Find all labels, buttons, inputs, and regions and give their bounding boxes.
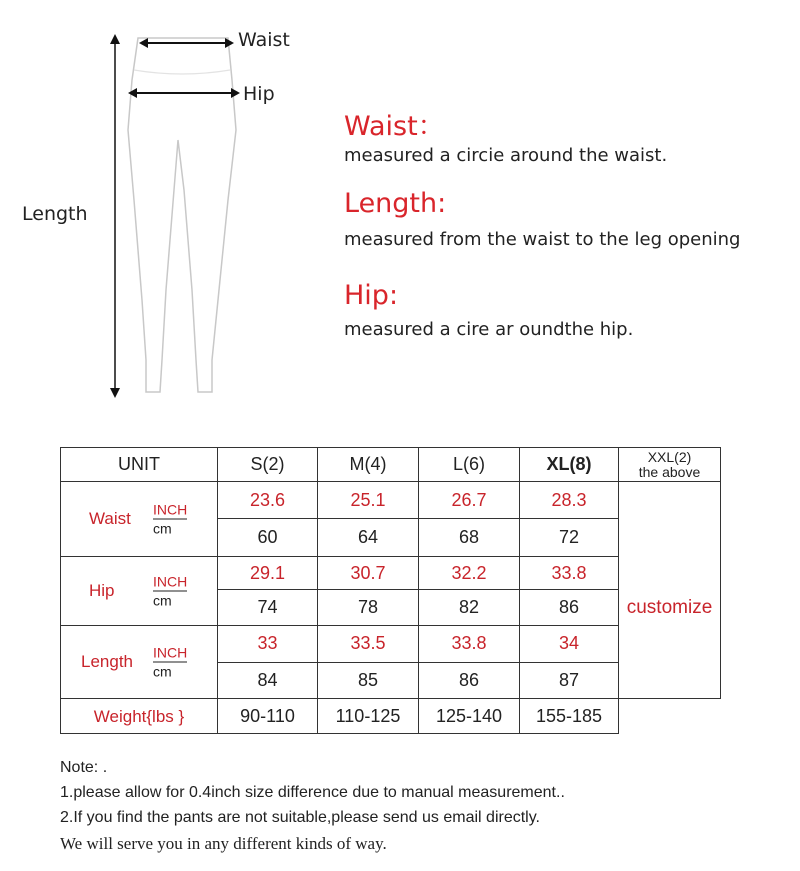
- waist-unit-cell: [61, 482, 218, 557]
- length-diagram-label: Length: [22, 203, 88, 225]
- waist-inch-l: 26.7: [419, 482, 520, 519]
- length-def-text: measured from the waist to the leg opening: [344, 229, 741, 250]
- length-cm-m: 85: [318, 662, 419, 699]
- unit-header: UNIT: [61, 448, 218, 482]
- hip-row-label: Hip: [89, 581, 115, 600]
- inch-label: INCH: [153, 501, 188, 518]
- size-header-xxl: [619, 448, 721, 482]
- leggings-silhouette: [128, 38, 236, 392]
- length-cm-s: 84: [218, 662, 318, 699]
- hip-def-title: Hip:: [344, 280, 399, 311]
- cm-label: cm: [153, 663, 172, 680]
- waist-cm-l: 68: [419, 519, 520, 557]
- hip-inch-m: 30.7: [318, 557, 419, 590]
- inch-label: INCH: [153, 573, 188, 590]
- length-inch-l: 33.8: [419, 626, 520, 663]
- hip-def-text: measured a cire ar oundthe hip.: [344, 319, 634, 340]
- weight-xl: 155-185: [520, 699, 619, 734]
- length-cm-xl: 87: [520, 662, 619, 699]
- size-header-l: L(6): [419, 448, 520, 482]
- unit-fraction: [153, 644, 187, 681]
- length-def-title: Length:: [344, 188, 447, 219]
- waist-inch-m: 25.1: [318, 482, 419, 519]
- weight-l: 125-140: [419, 699, 520, 734]
- table-header-row: [61, 448, 721, 482]
- hip-cm-l: 82: [419, 590, 520, 626]
- customize-cell: customize: [619, 519, 721, 699]
- weight-s: 90-110: [218, 699, 318, 734]
- note-line-2: 2.If you find the pants are not suitable,please send us email directly.: [60, 809, 540, 826]
- cm-label: cm: [153, 592, 172, 609]
- waist-cm-s: 60: [218, 519, 318, 557]
- hip-cm-m: 78: [318, 590, 419, 626]
- size-header-xl: XL(8): [520, 448, 619, 482]
- weight-row-label: Weight{lbs }: [93, 706, 185, 726]
- waist-def-text: measured a circie around the waist.: [344, 145, 668, 166]
- waist-inch-s: 23.6: [218, 482, 318, 519]
- xxl-empty-cell: [619, 482, 721, 519]
- xxl-header-line1: XXL(2): [647, 448, 692, 465]
- hip-cm-s: 74: [218, 590, 318, 626]
- xxl-header-line2: the above: [638, 463, 701, 480]
- length-row-label: Length: [81, 652, 133, 671]
- inch-label: INCH: [153, 644, 188, 661]
- waist-def-title: Waist：: [344, 111, 445, 142]
- waist-row-label: Waist: [89, 509, 131, 528]
- waist-diagram-label: Waist: [238, 29, 290, 51]
- length-inch-xl: 34: [520, 626, 619, 663]
- note-line-1: 1.please allow for 0.4inch size difference due to manual measurement..: [60, 784, 565, 801]
- table-row: [61, 482, 721, 519]
- hip-unit-cell: [61, 557, 218, 626]
- note-line-3: We will serve you in any different kinds of way.: [60, 834, 387, 853]
- size-header-m: M(4): [318, 448, 419, 482]
- size-header-s: S(2): [218, 448, 318, 482]
- length-inch-s: 33: [218, 626, 318, 663]
- length-arrow: [110, 34, 120, 398]
- hip-diagram-label: Hip: [243, 83, 275, 105]
- weight-m: 110-125: [318, 699, 419, 734]
- unit-fraction: [153, 573, 187, 610]
- hip-inch-l: 32.2: [419, 557, 520, 590]
- note-heading: Note: .: [60, 759, 108, 776]
- table-row: [61, 699, 721, 734]
- hip-cm-xl: 86: [520, 590, 619, 626]
- waist-cm-xl: 72: [520, 519, 619, 557]
- weight-label-cell: [61, 699, 218, 734]
- waist-cm-m: 64: [318, 519, 419, 557]
- hip-inch-s: 29.1: [218, 557, 318, 590]
- unit-fraction: [153, 501, 187, 538]
- waist-inch-xl: 28.3: [520, 482, 619, 519]
- cm-label: cm: [153, 520, 172, 537]
- length-cm-l: 86: [419, 662, 520, 699]
- length-unit-cell: [61, 626, 218, 699]
- hip-inch-xl: 33.8: [520, 557, 619, 590]
- length-inch-m: 33.5: [318, 626, 419, 663]
- size-chart-table: [60, 447, 721, 734]
